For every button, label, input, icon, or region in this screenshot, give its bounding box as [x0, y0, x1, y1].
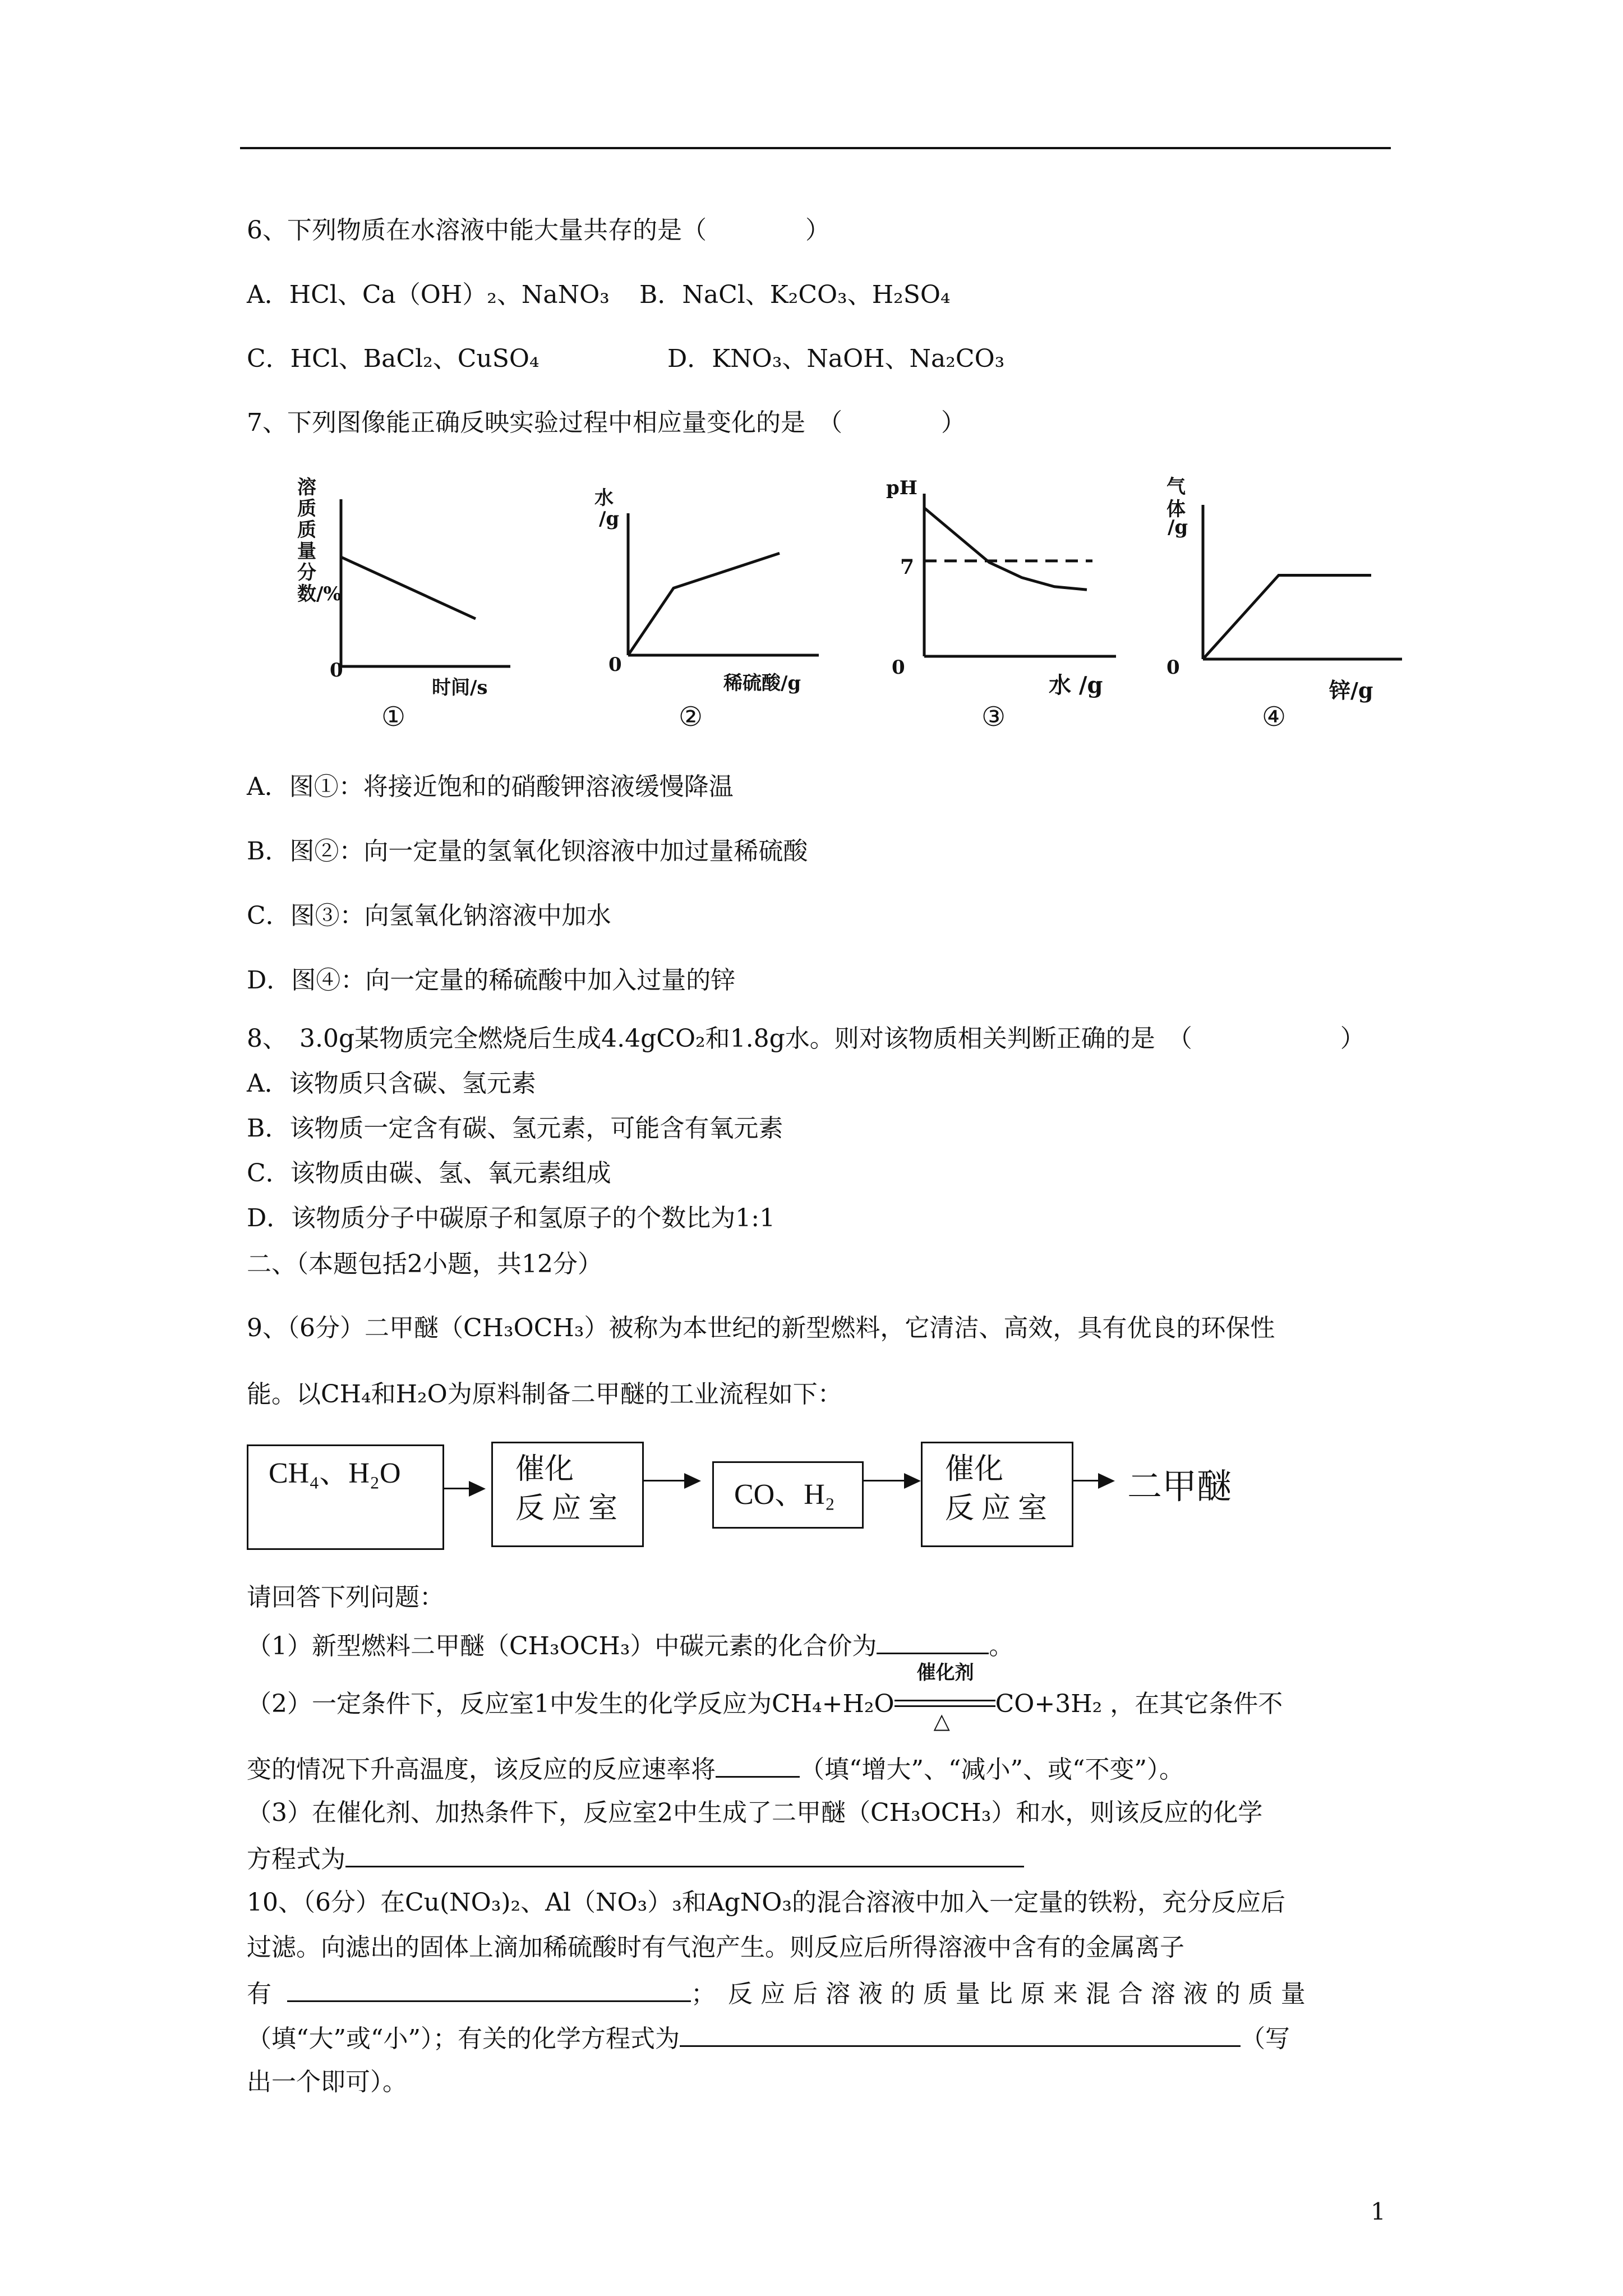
- q6-option-b: B．NaCl、K₂CO₃、H₂SO₄: [639, 280, 951, 309]
- flow-box-intermediates-label: CO、H₂: [734, 1479, 835, 1511]
- chart-2-caption: ②: [679, 701, 703, 733]
- chart-1-origin: 0: [330, 659, 343, 682]
- q10-line-5: 出一个即可）。: [247, 2068, 407, 2096]
- flow-box-reactor-2: [921, 1442, 1073, 1547]
- flow-box-reactants: [247, 1444, 444, 1550]
- q9-part-2-line-2: [247, 1752, 1184, 1786]
- chart-2-series-line: [628, 553, 780, 655]
- flow-box-reactor-1-line-2: 反 应 室: [515, 1493, 618, 1525]
- chart-2-ylabel-bottom: /g: [599, 508, 620, 530]
- flow-box-reactor-1: [491, 1442, 644, 1547]
- chart-3-origin: 0: [892, 656, 905, 679]
- flow-box-reactor-2-line-1: 催化: [945, 1453, 1004, 1485]
- q9-part-2-text-after: CO+3H₂ ，在其它条件不: [995, 1690, 1283, 1718]
- chart-3-series-curve: [924, 508, 1087, 590]
- chart-1-caption: ①: [381, 701, 406, 733]
- chart-3: [875, 471, 1138, 746]
- q6-option-c: C．HCl、BaCl₂、CuSO₄: [247, 344, 540, 373]
- chart-3-ylabel: pH: [886, 477, 917, 499]
- page-number: 1: [1371, 2198, 1386, 2225]
- chart-4-ylabel-top: 气: [1166, 476, 1186, 498]
- q8-stem: 8、 3.0g某物质完全燃烧后生成4.4gCO₂和1.8g水。则对该物质相关判断正确的是 （ ）: [247, 1024, 1365, 1053]
- chart-2-origin: 0: [608, 654, 622, 676]
- flow-product: 二甲醚: [1127, 1466, 1232, 1507]
- flow-box-reactor-1-line-1: 催化: [515, 1453, 574, 1485]
- chart-3-xlabel: 水 /g: [1049, 672, 1103, 698]
- flow-arrowhead-1: [469, 1481, 486, 1497]
- q10-ions-blank[interactable]: [287, 1977, 691, 2002]
- flow-arrowhead-4: [1098, 1473, 1115, 1489]
- chart-4-svg: [1155, 471, 1419, 746]
- q10-line-3: [247, 1977, 1306, 2010]
- q9-part-1-blank[interactable]: [877, 1629, 989, 1654]
- q6-option-d: D．KNO₃、NaOH、Na₂CO₃: [667, 344, 1005, 373]
- q6-option-a: A．HCl、Ca（OH）₂、NaNO₃: [247, 280, 610, 309]
- q9-part-3-line-2-text: 方程式为: [247, 1845, 345, 1874]
- q8-option-b: B．该物质一定含有碳、氢元素，可能含有氧元素: [247, 1114, 783, 1143]
- q7-option-a: A．图①：将接近饱和的硝酸钾溶液缓慢降温: [247, 772, 734, 801]
- catalyst-condition: [895, 1662, 995, 1733]
- flow-arrow-2: [644, 1480, 689, 1481]
- chart-1: [292, 477, 527, 746]
- catalyst-label: 催化剂: [916, 1662, 974, 1684]
- q7-option-d: D．图④：向一定量的稀硫酸中加入过量的锌: [247, 966, 736, 995]
- flow-arrow-4: [1073, 1480, 1101, 1481]
- chart-4-xlabel: 锌/g: [1329, 678, 1373, 703]
- q9-part-2-line-2-text: 变的情况下升高温度，该反应的反应速率将: [247, 1755, 716, 1784]
- q9-part-1: [247, 1629, 1013, 1662]
- flow-box-reactor-2-line-2: 反 应 室: [945, 1493, 1048, 1525]
- q7-option-b: B．图②：向一定量的氢氧化钡溶液中加过量稀硫酸: [247, 837, 808, 866]
- q9-part-3: （3）在催化剂、加热条件下，反应室2中生成了二甲醚（CH₃OCH₃）和水，则该反应的化学: [247, 1798, 1263, 1827]
- q9-line-2: 能。以CH₄和H₂O为原料制备二甲醚的工业流程如下：: [247, 1380, 842, 1409]
- q10-line-1: 10、（6分）在Cu(NO₃)₂、Al（NO₃）₃和AgNO₃的混合溶液中加入一定量的铁粉，充分反应后: [247, 1888, 1286, 1917]
- chart-4-origin: 0: [1166, 656, 1180, 679]
- q9-part-2-line-2-end: （填“增大”、“减小”、或“不变”）。: [800, 1755, 1184, 1784]
- chart-4-caption: ④: [1262, 701, 1287, 733]
- q10-line-3-end: ； 反 应 后 溶 液 的 质 量 比 原 来 混 合 溶 液 的 质 量: [691, 1980, 1306, 2008]
- chart-2-ylabel-top: 水: [594, 487, 614, 509]
- chart-4-ylabel-bottom: /g: [1168, 516, 1188, 539]
- q10-line-2: 过滤。向滤出的固体上滴加稀硫酸时有气泡产生。则反应后所得溶液中含有的金属离子: [247, 1933, 1184, 1962]
- flow-box-reactants-label: CH₄、H₂O: [269, 1457, 401, 1489]
- header-rule: [240, 147, 1391, 149]
- chart-3-svg: [875, 471, 1138, 746]
- q10-line-4-text: （填“大”或“小”）；有关的化学方程式为: [247, 2024, 680, 2053]
- q7-stem: 7、下列图像能正确反映实验过程中相应量变化的是 （ ）: [247, 408, 966, 437]
- q9-part-2: [247, 1662, 1283, 1733]
- chart-3-caption: ③: [981, 701, 1006, 733]
- chart-4-ylabel-mid: 体: [1166, 498, 1186, 521]
- flow-box-intermediates: [712, 1461, 864, 1529]
- q9-instruction: 请回答下列问题：: [247, 1583, 444, 1612]
- flow-arrow-3: [864, 1480, 909, 1481]
- chart-2-xlabel: 稀硫酸/g: [723, 672, 801, 694]
- q10-line-3-text: 有: [247, 1980, 271, 2008]
- chart-4-series-line: [1203, 576, 1371, 660]
- q9-part-2-blank[interactable]: [716, 1752, 800, 1778]
- chart-4: [1155, 471, 1419, 746]
- flow-arrowhead-2: [684, 1473, 701, 1489]
- q9-part-3-blank[interactable]: [345, 1842, 1024, 1867]
- chart-1-ylabel: 溶质质量分数/%: [297, 476, 342, 605]
- chart-1-series-line: [341, 557, 476, 619]
- q9-part-2-text: （2）一定条件下，反应室1中发生的化学反应为CH₄+H₂O: [247, 1690, 895, 1718]
- q6-stem: 6、下列物质在水溶液中能大量共存的是（ ）: [247, 216, 830, 245]
- equation-bar-top: [895, 1700, 995, 1701]
- q9-line-1: 9、（6分）二甲醚（CH₃OCH₃）被称为本世纪的新型燃料，它清洁、高效，具有优良的环保性: [247, 1314, 1275, 1342]
- flow-arrow-1: [444, 1488, 472, 1489]
- chart-2: [578, 477, 836, 746]
- section-2-heading: 二、（本题包括2小题，共12分）: [247, 1250, 602, 1278]
- chart-3-tick-7: 7: [900, 555, 915, 579]
- chart-1-xlabel: 时间/s: [432, 677, 488, 699]
- flow-arrowhead-3: [904, 1473, 921, 1489]
- q8-option-d: D．该物质分子中碳原子和氢原子的个数比为1:1: [247, 1204, 776, 1232]
- q9-part-1-text: （1）新型燃料二甲醚（CH₃OCH₃）中碳元素的化合价为: [247, 1632, 877, 1660]
- q10-line-4-end: （写: [1240, 2024, 1290, 2053]
- q8-option-c: C．该物质由碳、氢、氧元素组成: [247, 1159, 611, 1188]
- q9-part-1-end: 。: [989, 1632, 1014, 1660]
- heat-symbol: △: [933, 1709, 950, 1733]
- q9-part-3-line-2: [247, 1842, 1024, 1875]
- q10-line-4: [247, 2022, 1290, 2055]
- q10-equation-blank[interactable]: [680, 2022, 1241, 2047]
- q8-option-a: A．该物质只含碳、氢元素: [247, 1069, 536, 1098]
- q7-option-c: C．图③：向氢氧化钠溶液中加水: [247, 901, 611, 930]
